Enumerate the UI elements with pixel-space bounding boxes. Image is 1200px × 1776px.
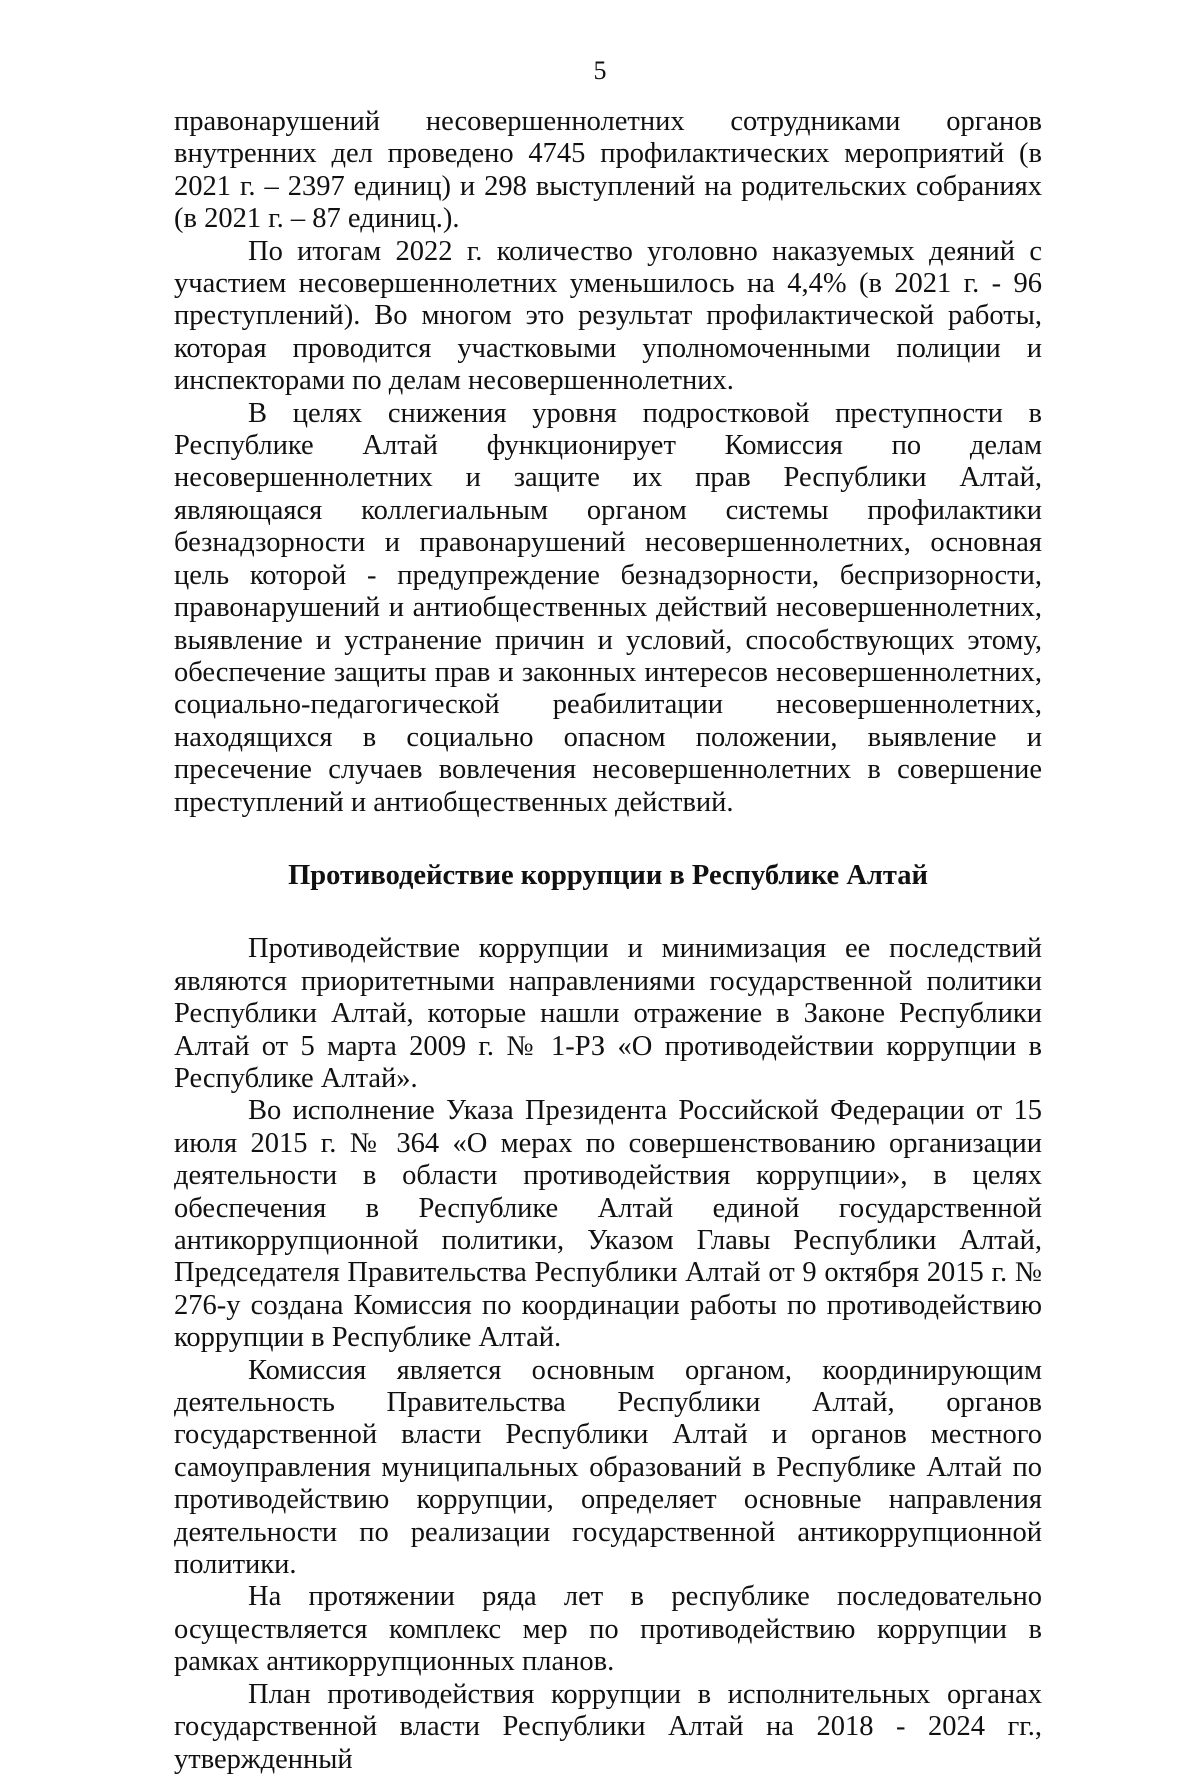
paragraph: По итогам 2022 г. количество уголовно наказуемых деяний с участием несовершеннолетних уменьшилось на 4,4% (в 2021 г. - 96 преступлений). Во многом это результат профилактической работы, которая проводится участковыми уполномоченными полиции и инспекторами по делам несовершеннолетних. [174, 235, 1042, 397]
paragraph: В целях снижения уровня подростковой преступности в Республике Алтай функционирует Комиссия по делам несовершеннолетних и защите их прав Республики Алтай, являющаяся коллегиальным органом системы профилактики безнадзорности и правонарушений несовершеннолетних, основная цель которой - предупреждение безнадзорности, беспризорности, правонарушений и антиобщественных действий несовершеннолетних, выявление и устранение причин и условий, способствующих этому, обеспечение защиты прав и законных интересов несовершеннолетних, социально-педагогической реабилитации несовершеннолетних, находящихся в социально опасном положении, выявление и пресечение случаев вовлечения несовершеннолетних в совершение преступлений и антиобщественных действий. [174, 397, 1042, 818]
document-body [174, 106, 1042, 1776]
paragraph: План противодействия коррупции в исполнительных органах государственной власти Республики Алтай на 2018 - 2024 гг., утвержденный [174, 1678, 1042, 1775]
page-number: 5 [593, 56, 607, 85]
paragraph: Противодействие коррупции и минимизация ее последствий являются приоритетными направлениями государственной политики Республики Алтай, которые нашли отражение в Законе Республики Алтай от 5 марта 2009 г. № 1-РЗ «О противодействии коррупции в Республике Алтай». [174, 933, 1042, 1094]
paragraph: Комиссия является основным органом, координирующим деятельность Правительства Республики Алтай, органов государственной власти Республики Алтай и органов местного самоуправления муниципальных образований в Республике Алтай по противодействию коррупции, определяет основные направления деятельности по реализации государственной антикоррупционной политики. [174, 1354, 1042, 1581]
paragraph: На протяжении ряда лет в республике последовательно осуществляется комплекс мер по противодействию коррупции в рамках антикоррупционных планов. [174, 1581, 1042, 1678]
paragraph: правонарушений несовершеннолетних сотрудниками органов внутренних дел проведено 4745 профилактических мероприятий (в 2021 г. – 2397 единиц) и 298 выступлений на родительских собраниях (в 2021 г. – 87 единиц.). [174, 106, 1042, 235]
paragraph: Во исполнение Указа Президента Российской Федерации от 15 июля 2015 г. № 364 «О мерах по совершенствованию организации деятельности в области противодействия коррупции», в целях обеспечения в Республике Алтай единой государственной антикоррупционной политики, Указом Главы Республики Алтай, Председателя Правительства Республики Алтай от 9 октября 2015 г. № 276-у создана Комиссия по координации работы по противодействию коррупции в Республике Алтай. [174, 1095, 1042, 1354]
section-heading: Противодействие коррупции в Республике Алтай [288, 859, 928, 891]
